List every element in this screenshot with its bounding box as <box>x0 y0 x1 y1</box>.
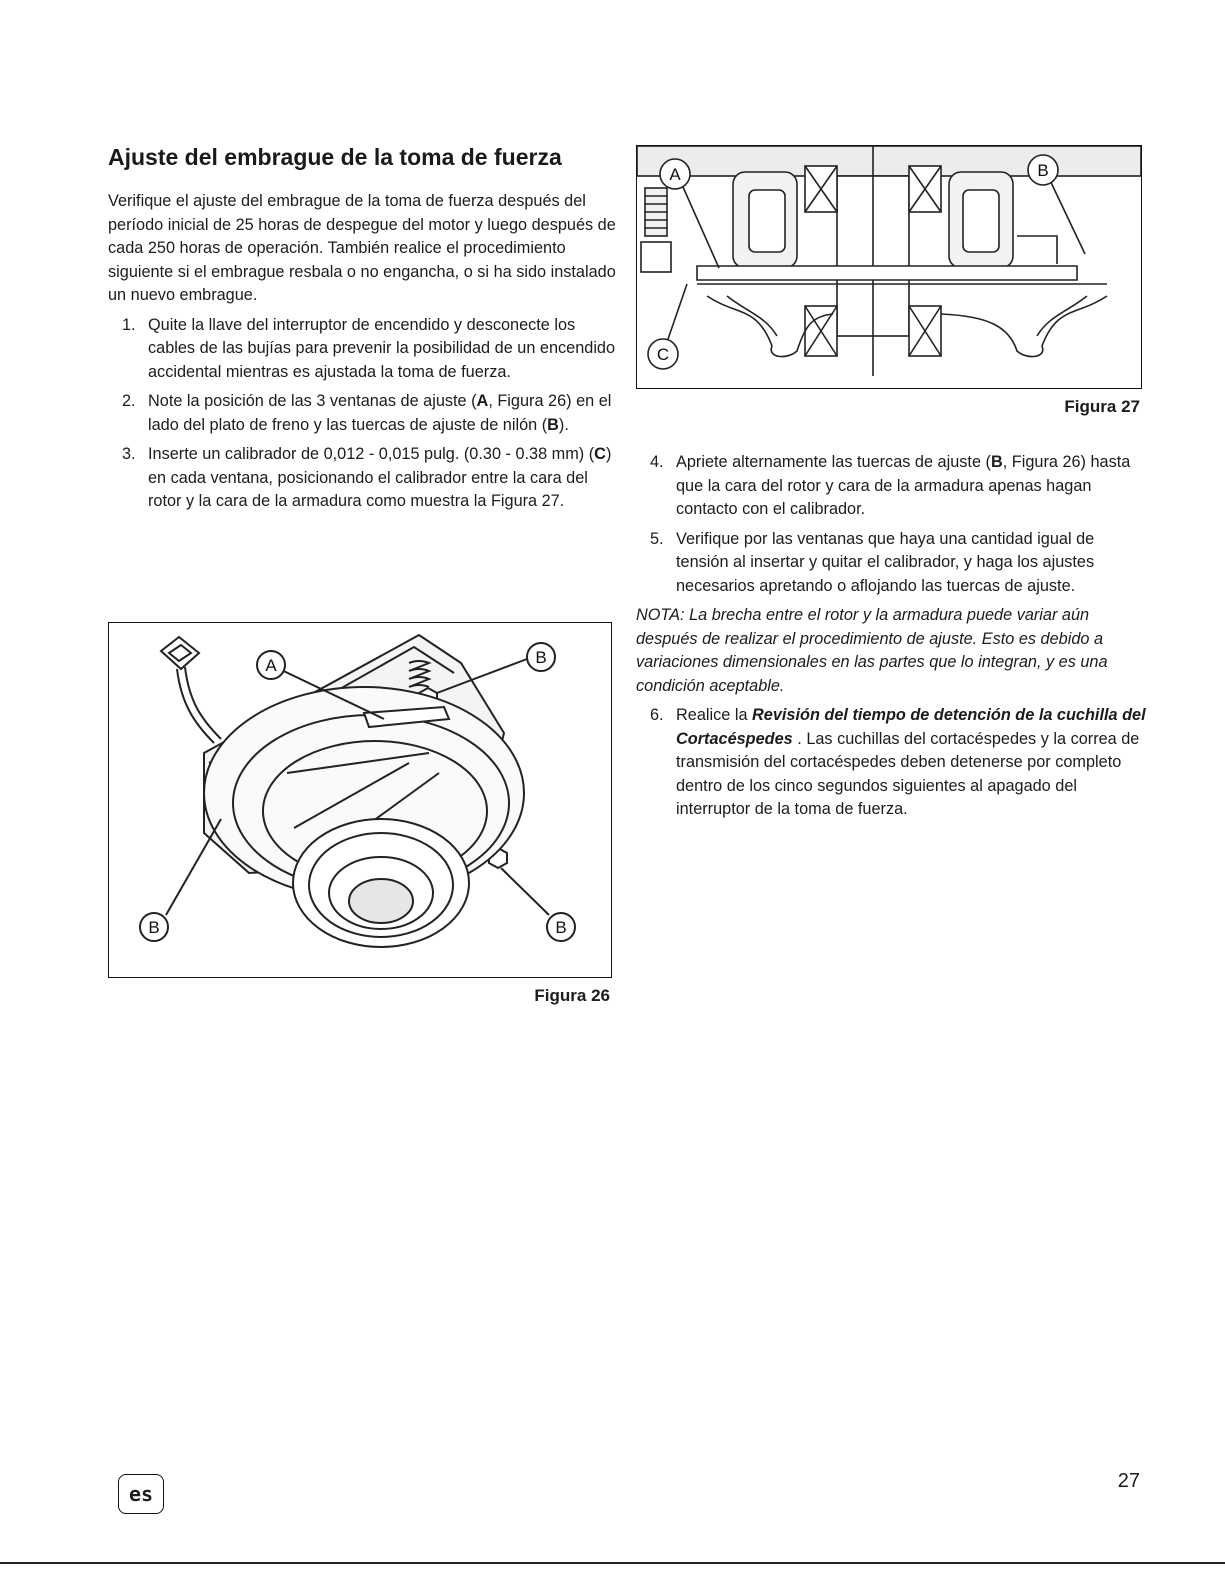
intro-paragraph: Verifique el ajuste del embrague de la toma de fuerza después del período inicial de 25 horas de despegue del motor y luego después de cada 250 horas de operación. También realice el procedimiento siguiente si el embrague resbala o no engancha, o si ha sido instalado un nuevo embrague. <box>108 192 616 304</box>
steps-list-left <box>108 314 616 514</box>
step-1: 1. Quite la llave del interruptor de encendido y desconecte los cables de las bujías para prevenir la posibilidad de un encendido accidental mientras es ajustada la toma de fuerza. <box>122 315 616 381</box>
bottom-rule <box>0 1562 1225 1564</box>
section-title: Ajuste del embrague de la toma de fuerza <box>108 144 562 170</box>
language-badge: es <box>118 1474 164 1514</box>
figure-27-label-c: C <box>656 345 670 364</box>
step-3: 3. Inserte un calibrador de 0,012 - 0,015 pulg. (0.30 - 0.38 mm) (C) en cada ventana, posicionando el calibrador entre la cara del rotor y la cara de la armadura como muestra la Figura 27. <box>122 445 612 510</box>
steps-list-right <box>636 451 1146 598</box>
figure-26-label-b-top: B <box>535 648 547 667</box>
steps-list-right-2 <box>636 704 1146 822</box>
figure-26-label-b-left: B <box>148 918 160 937</box>
figure-27-caption: Figura 27 <box>1064 397 1140 416</box>
step-6: 6. Realice la Revisión del tiempo de detención de la cuchilla del Cortacéspedes . Las cuchillas del cortacéspedes y la correa de transmisión del cortacéspedes deben detenerse por completo dentro de los cinco segundos siguientes al apagado del interruptor de la toma de fuerza. <box>650 706 1146 818</box>
note-paragraph: NOTA: La brecha entre el rotor y la armadura puede variar aún después de realizar el procedimiento de ajuste. Esto es debido a variaciones dimensionales en las partes que lo integran, y es una condición aceptable. <box>636 606 1108 695</box>
step-4: 4. Apriete alternamente las tuercas de ajuste (B, Figura 26) hasta que la cara del rotor y cara de la armadura apenas hagan contacto con el calibrador. <box>650 453 1131 518</box>
right-column <box>636 451 1146 822</box>
figure-27-cross-section <box>636 145 1142 389</box>
step-5: 5. Verifique por las ventanas que haya una cantidad igual de tensión al insertar y quitar el calibrador, y haga los ajustes necesarios apretando o aflojando las tuercas de ajuste. <box>650 529 1095 595</box>
cross-section-drawing <box>637 146 1141 388</box>
blade-stop-check-reference: Revisión del tiempo de detención de la cuchilla del Cortacéspedes <box>676 706 1146 748</box>
figure-27-label-a: A <box>669 165 681 184</box>
left-column <box>108 190 616 514</box>
page-number: 27 <box>1117 1470 1140 1492</box>
figure-26-caption: Figura 26 <box>534 986 610 1005</box>
figure-26-clutch-illustration <box>108 622 612 978</box>
figure-26-label-a: A <box>265 656 277 675</box>
figure-26-label-b-right: B <box>555 918 567 937</box>
figure-27-label-b: B <box>1037 161 1049 180</box>
clutch-drawing <box>109 623 611 977</box>
step-2: 2. Note la posición de las 3 ventanas de ajuste (A, Figura 26) en el lado del plato de freno y las tuercas de ajuste de nilón (B). <box>122 392 612 434</box>
